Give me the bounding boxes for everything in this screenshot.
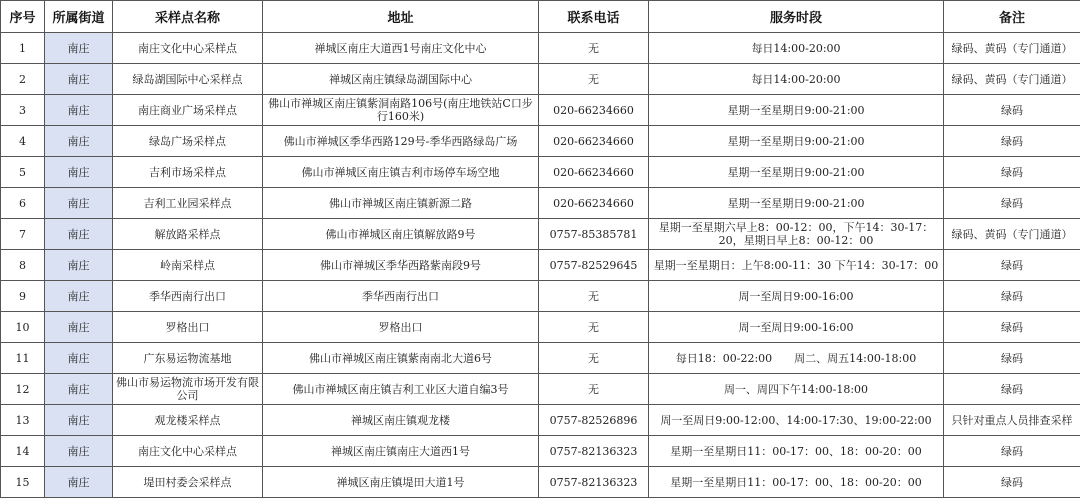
cell-address: 佛山市禅城区季华西路紫南段9号 [263, 250, 539, 281]
cell-site-name: 观龙楼采样点 [113, 405, 263, 436]
table-row [1, 343, 1080, 374]
cell-hours: 周一至周日9:00-12:00、14:00-17:30、19:00-22:00 [649, 405, 944, 436]
table-row [1, 467, 1080, 498]
cell-no: 7 [1, 219, 45, 250]
cell-address: 佛山市禅城区南庄镇紫南南北大道6号 [263, 343, 539, 374]
cell-street: 南庄 [45, 343, 113, 374]
header-row [1, 1, 1080, 33]
cell-street: 南庄 [45, 157, 113, 188]
cell-note: 绿码 [944, 126, 1080, 157]
cell-street: 南庄 [45, 374, 113, 405]
cell-site-name: 绿岛广场采样点 [113, 126, 263, 157]
cell-address: 罗格出口 [263, 312, 539, 343]
cell-no: 10 [1, 312, 45, 343]
cell-note: 绿码 [944, 281, 1080, 312]
cell-no: 2 [1, 64, 45, 95]
header-address: 地址 [263, 1, 539, 33]
table-row [1, 33, 1080, 64]
cell-street: 南庄 [45, 64, 113, 95]
cell-no: 11 [1, 343, 45, 374]
cell-phone: 无 [539, 343, 649, 374]
header-note: 备注 [944, 1, 1080, 33]
cell-hours: 每日14:00-20:00 [649, 64, 944, 95]
cell-street: 南庄 [45, 250, 113, 281]
cell-note: 绿码、黄码（专门通道） [944, 219, 1080, 250]
header-site-name: 采样点名称 [113, 1, 263, 33]
cell-phone: 无 [539, 281, 649, 312]
cell-address: 佛山市禅城区南庄镇解放路9号 [263, 219, 539, 250]
table-row [1, 126, 1080, 157]
table-row [1, 312, 1080, 343]
cell-hours: 星期一至星期日9:00-21:00 [649, 126, 944, 157]
cell-note: 绿码 [944, 312, 1080, 343]
table-row [1, 157, 1080, 188]
cell-site-name: 吉利工业园采样点 [113, 188, 263, 219]
cell-note: 绿码、黄码（专门通道） [944, 33, 1080, 64]
cell-phone: 020-66234660 [539, 188, 649, 219]
header-no: 序号 [1, 1, 45, 33]
cell-hours: 星期一至星期日9:00-21:00 [649, 188, 944, 219]
cell-street: 南庄 [45, 219, 113, 250]
cell-phone: 无 [539, 374, 649, 405]
cell-address: 佛山市禅城区季华西路129号-季华西路绿岛广场 [263, 126, 539, 157]
cell-no: 5 [1, 157, 45, 188]
cell-hours: 周一、周四下午14:00-18:00 [649, 374, 944, 405]
header-hours: 服务时段 [649, 1, 944, 33]
cell-no: 8 [1, 250, 45, 281]
table-row [1, 436, 1080, 467]
cell-street: 南庄 [45, 281, 113, 312]
cell-hours: 星期一至星期日11：00-17：00、18：00-20：00 [649, 436, 944, 467]
cell-hours: 周一至周日9:00-16:00 [649, 281, 944, 312]
cell-phone: 0757-82136323 [539, 436, 649, 467]
cell-phone: 0757-82526896 [539, 405, 649, 436]
table-row [1, 250, 1080, 281]
cell-hours: 周一至周日9:00-16:00 [649, 312, 944, 343]
cell-address: 佛山市禅城区南庄镇吉利工业区大道自编3号 [263, 374, 539, 405]
table-row [1, 188, 1080, 219]
cell-address: 禅城区南庄镇南庄大道西1号 [263, 436, 539, 467]
cell-note: 绿码 [944, 157, 1080, 188]
cell-note: 只针对重点人员排查采样 [944, 405, 1080, 436]
cell-site-name: 季华西南行出口 [113, 281, 263, 312]
cell-hours: 星期一至星期日11：00-17：00、18：00-20：00 [649, 467, 944, 498]
cell-street: 南庄 [45, 126, 113, 157]
cell-address: 禅城区南庄镇绿岛湖国际中心 [263, 64, 539, 95]
cell-site-name: 佛山市易运物流市场开发有限公司 [113, 374, 263, 405]
cell-hours: 每日18：00-22:00 周二、周五14:00-18:00 [649, 343, 944, 374]
table-row [1, 281, 1080, 312]
cell-note: 绿码 [944, 95, 1080, 126]
cell-phone: 无 [539, 33, 649, 64]
table-row [1, 219, 1080, 250]
table-row [1, 95, 1080, 126]
cell-no: 4 [1, 126, 45, 157]
cell-phone: 020-66234660 [539, 95, 649, 126]
cell-hours: 星期一至星期六早上8：00-12：00，下午14：30-17：20，星期日早上8：00-12：00 [649, 219, 944, 250]
cell-note: 绿码 [944, 188, 1080, 219]
cell-site-name: 罗格出口 [113, 312, 263, 343]
cell-street: 南庄 [45, 467, 113, 498]
cell-no: 3 [1, 95, 45, 126]
cell-no: 15 [1, 467, 45, 498]
cell-no: 12 [1, 374, 45, 405]
cell-address: 禅城区南庄镇堤田大道1号 [263, 467, 539, 498]
cell-no: 13 [1, 405, 45, 436]
cell-site-name: 吉利市场采样点 [113, 157, 263, 188]
cell-note: 绿码 [944, 374, 1080, 405]
cell-site-name: 广东易运物流基地 [113, 343, 263, 374]
cell-phone: 无 [539, 64, 649, 95]
table-row [1, 374, 1080, 405]
cell-address: 佛山市禅城区南庄镇吉利市场停车场空地 [263, 157, 539, 188]
cell-note: 绿码 [944, 436, 1080, 467]
cell-phone: 0757-82529645 [539, 250, 649, 281]
cell-phone: 无 [539, 312, 649, 343]
cell-phone: 020-66234660 [539, 126, 649, 157]
cell-hours: 每日14:00-20:00 [649, 33, 944, 64]
cell-site-name: 解放路采样点 [113, 219, 263, 250]
cell-no: 9 [1, 281, 45, 312]
cell-no: 1 [1, 33, 45, 64]
cell-note: 绿码、黄码（专门通道） [944, 64, 1080, 95]
cell-site-name: 绿岛湖国际中心采样点 [113, 64, 263, 95]
cell-street: 南庄 [45, 436, 113, 467]
header-street: 所属街道 [45, 1, 113, 33]
cell-no: 6 [1, 188, 45, 219]
cell-site-name: 南庄文化中心采样点 [113, 33, 263, 64]
cell-site-name: 南庄商业广场采样点 [113, 95, 263, 126]
cell-street: 南庄 [45, 405, 113, 436]
cell-street: 南庄 [45, 33, 113, 64]
cell-street: 南庄 [45, 188, 113, 219]
cell-hours: 星期一至星期日：上午8:00-11：30 下午14：30-17：00 [649, 250, 944, 281]
cell-site-name: 岭南采样点 [113, 250, 263, 281]
cell-address: 佛山市禅城区南庄镇紫洞南路106号(南庄地铁站C口步行160米) [263, 95, 539, 126]
cell-address: 禅城区南庄镇观龙楼 [263, 405, 539, 436]
cell-street: 南庄 [45, 312, 113, 343]
cell-note: 绿码 [944, 250, 1080, 281]
cell-note: 绿码 [944, 343, 1080, 374]
cell-address: 季华西南行出口 [263, 281, 539, 312]
table-row [1, 64, 1080, 95]
cell-street: 南庄 [45, 95, 113, 126]
cell-hours: 星期一至星期日9:00-21:00 [649, 157, 944, 188]
cell-address: 佛山市禅城区南庄镇新源二路 [263, 188, 539, 219]
cell-no: 14 [1, 436, 45, 467]
cell-phone: 0757-82136323 [539, 467, 649, 498]
cell-site-name: 堤田村委会采样点 [113, 467, 263, 498]
table-row [1, 405, 1080, 436]
cell-note: 绿码 [944, 467, 1080, 498]
cell-phone: 020-66234660 [539, 157, 649, 188]
cell-phone: 0757-85385781 [539, 219, 649, 250]
cell-site-name: 南庄文化中心采样点 [113, 436, 263, 467]
cell-address: 禅城区南庄大道西1号南庄文化中心 [263, 33, 539, 64]
cell-hours: 星期一至星期日9:00-21:00 [649, 95, 944, 126]
header-phone: 联系电话 [539, 1, 649, 33]
